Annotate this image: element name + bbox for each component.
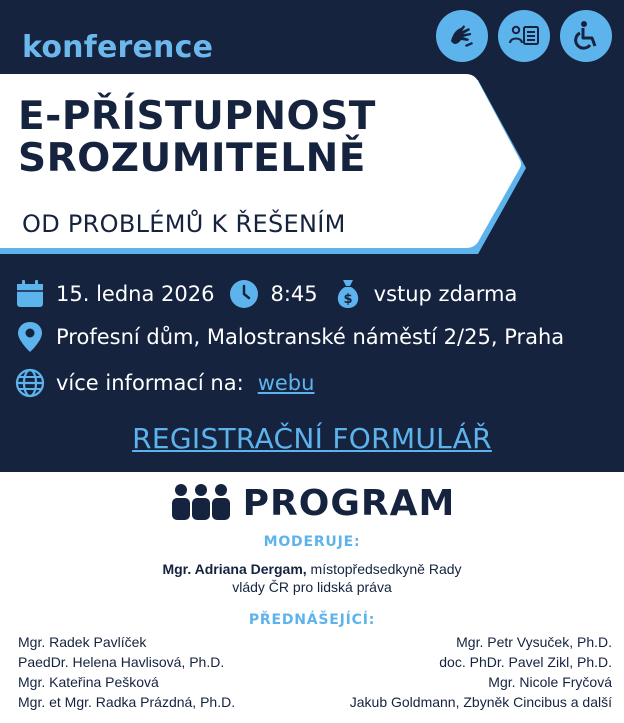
speaker: PaedDr. Helena Havlisová, Ph.D.	[18, 654, 225, 670]
calendar-icon	[14, 278, 46, 310]
subtitle: OD PROBLÉMŮ K ŘEŠENÍM	[22, 210, 346, 238]
date-time-row	[14, 278, 517, 310]
entry-info: vstup zdarma	[373, 282, 518, 306]
globe-icon	[14, 367, 46, 399]
title-line-1: E-PŘÍSTUPNOST	[18, 94, 376, 139]
moderator-label: MODERUJE:	[263, 534, 361, 550]
speaker: Mgr. Kateřina Pešková	[18, 674, 159, 690]
accessibility-icons	[436, 10, 612, 62]
money-bag-icon	[332, 278, 364, 310]
map-pin-icon	[14, 321, 46, 353]
moderator-role-2: vlády ČR pro lidská práva	[232, 579, 392, 595]
kicker-label: konference	[22, 30, 214, 65]
more-info-row	[14, 367, 314, 399]
moderator	[0, 560, 624, 596]
moderator-name: Mgr. Adriana Dergam,	[162, 561, 307, 577]
speakers-left	[18, 632, 235, 712]
title-line-2: SROZUMITELNĚ	[18, 136, 366, 181]
registration-link[interactable]: REGISTRAČNÍ FORMULÁŘ	[132, 422, 492, 455]
speaker: Mgr. Nicole Fryčová	[488, 674, 612, 690]
program-title: PROGRAM	[242, 483, 456, 524]
wheelchair-icon	[560, 10, 612, 62]
speaker: Mgr. et Mgr. Radka Prázdná, Ph.D.	[18, 694, 236, 710]
sign-language-icon	[436, 10, 488, 62]
page-title	[18, 96, 376, 180]
event-time: 8:45	[270, 282, 318, 306]
people-icon	[169, 482, 233, 525]
speaker: Mgr. Petr Vysuček, Ph.D.	[456, 634, 612, 650]
moderator-role-1: místopředsedkyně Rady	[306, 561, 462, 577]
event-location: Profesní dům, Malostranské náměstí 2/25, Praha	[56, 325, 565, 349]
captions-icon	[498, 10, 550, 62]
speaker: Jakub Goldmann, Zbyněk Cincibus a další	[349, 694, 612, 710]
location-row	[14, 321, 564, 353]
speaker: Mgr. Radek Pavlíček	[18, 634, 147, 650]
svg-text:$: $	[343, 292, 353, 307]
event-date: 15. ledna 2026	[56, 282, 215, 306]
web-link[interactable]: webu	[257, 371, 315, 395]
more-info-label: více informací na:	[56, 371, 244, 395]
speakers-right	[350, 632, 612, 712]
clock-icon	[228, 278, 260, 310]
speaker: doc. PhDr. Pavel Zikl, Ph.D.	[439, 654, 612, 670]
speakers-label: PŘEDNÁŠEJÍCÍ:	[248, 612, 376, 628]
program-heading	[0, 482, 624, 525]
